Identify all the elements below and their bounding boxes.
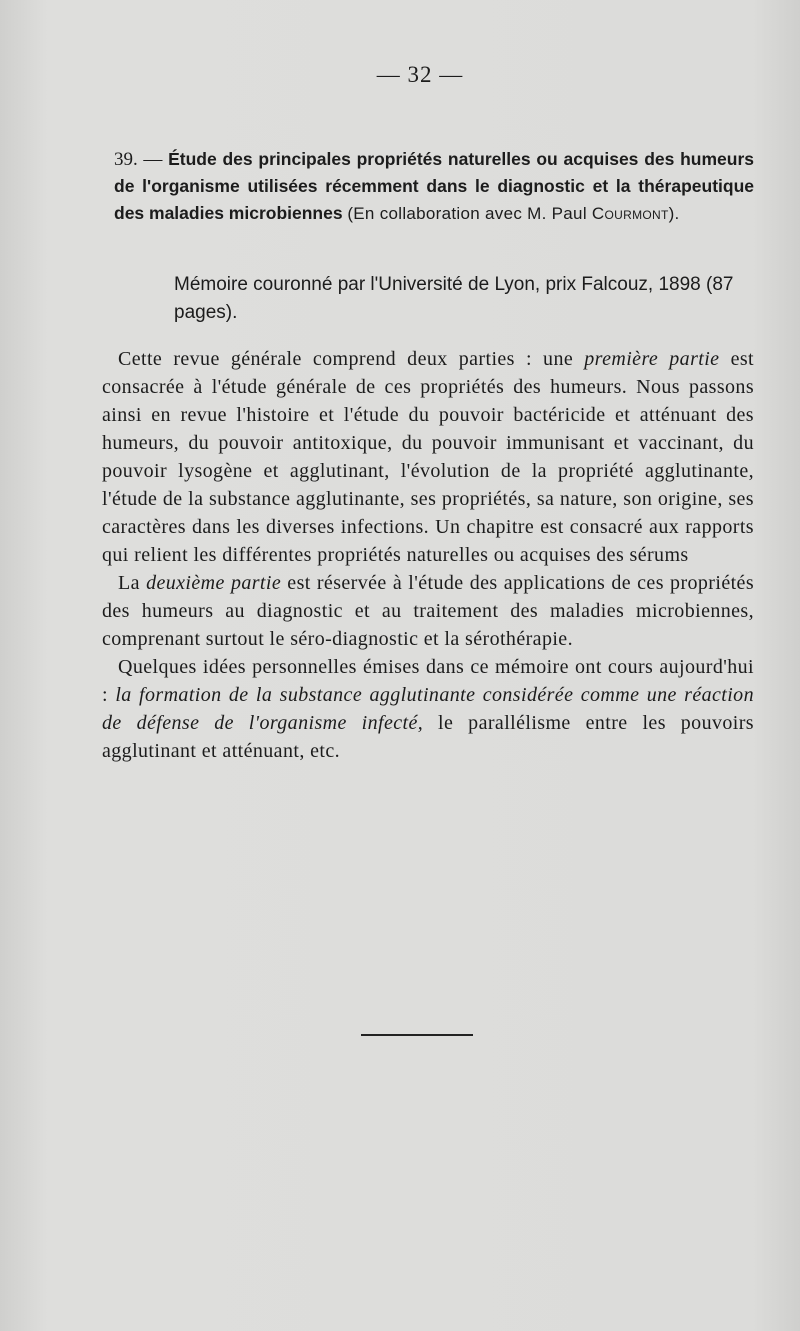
entry-number: 39. — <box>114 149 163 170</box>
paragraph-1-text-b: est consacrée à l'étude générale de ces propriétés des humeurs. Nous passons ainsi en revue l'histoire et l'étude du pouvoir bactéricide et atténuant des humeurs, du pouvoir antitoxique, du pouvoir immunisant et vaccinant, du pouvoir lysogène et agglutinant, l'évolution de la propriété agglutinante, l'étude de la substance agglutinante, ses propriétés, sa nature, son origine, ses caractères dans les diverses infections. Un chapitre est consacré aux rapports qui relient les différentes propriétés naturelles ou acquises des sérums <box>102 348 754 566</box>
memoire-note: Mémoire couronné par l'Université de Lyon, prix Falcouz, 1898 (87 pages). <box>174 274 734 323</box>
entry-heading <box>114 146 754 227</box>
section-end-rule <box>361 1034 473 1036</box>
collaboration-close: ). <box>668 204 680 223</box>
page-number: — 32 — <box>376 62 464 87</box>
collaboration-note <box>347 204 679 223</box>
collaborator-name: Courmont <box>591 204 669 223</box>
paragraph-3-italic: la formation de la substance agglutinante considérée comme une réaction de défense de l'organisme infecté, <box>102 684 754 734</box>
paragraph-2-text-a: La <box>118 572 140 594</box>
entry-title: Étude des principales propriétés naturelles ou acquises des humeurs de l'organisme utilisées récemment dans le diagnostic et la thérapeutique des maladies microbiennes <box>114 149 755 223</box>
paragraph-3-text-b: le parallélisme entre les pouvoirs agglutinant et atténuant, etc. <box>102 712 754 762</box>
collaboration-text: (En collaboration avec M. Paul <box>347 204 587 223</box>
paragraph-3-text-a: Quelques idées personnelles émises dans ce mémoire ont cours aujourd'hui : <box>102 656 754 706</box>
paragraph-1 <box>102 345 754 569</box>
paragraph-2-italic: deuxième partie <box>146 572 282 594</box>
paragraph-2 <box>102 569 754 653</box>
paragraph-1-italic: première partie <box>584 348 720 370</box>
paragraph-1-text-a: Cette revue générale comprend deux parties : une <box>118 348 574 370</box>
paragraph-2-text-b: est réservée à l'étude des applications de ces propriétés des humeurs au diagnostic et au traitement des maladies microbiennes, comprenant surtout le séro-diagnostic et la sérothérapie. <box>102 572 755 650</box>
paragraph-3 <box>102 653 754 765</box>
body-text <box>102 345 754 765</box>
